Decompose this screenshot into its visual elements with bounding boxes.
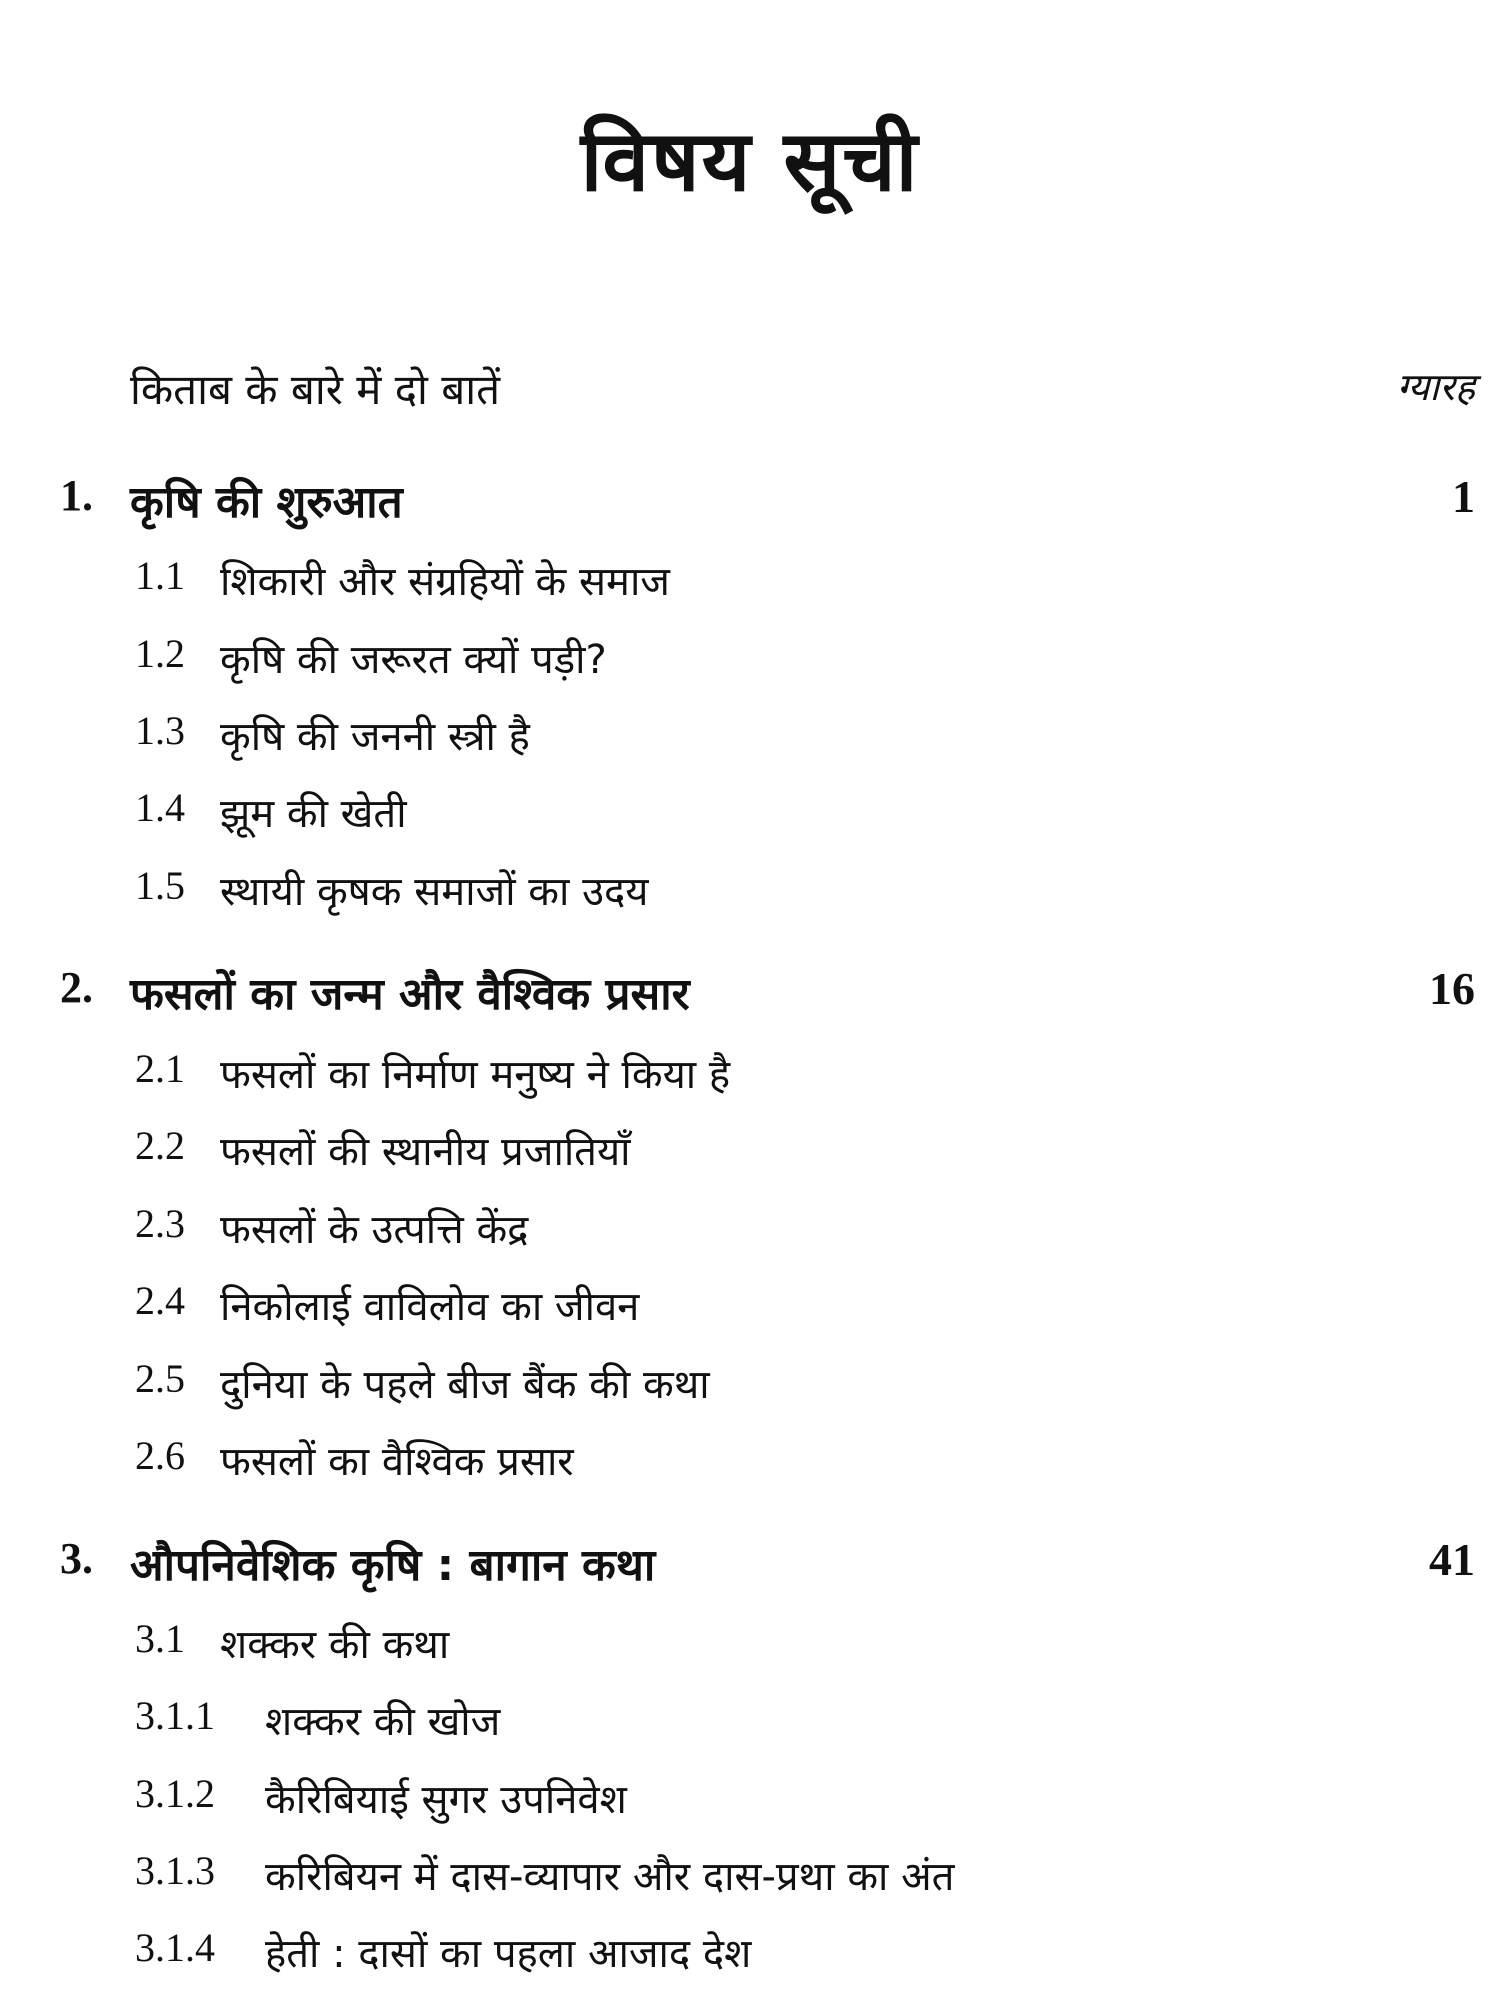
section-number: 3.1 (135, 1616, 185, 1661)
section-number: 2.1 (135, 1046, 185, 1091)
section-title: शक्कर की कथा (220, 1622, 450, 1668)
toc-section[interactable] (135, 707, 1335, 767)
chapter-title: औपनिवेशिक कृषि : बागान कथा (130, 1540, 656, 1591)
chapter-number: 3. (60, 1534, 93, 1583)
section-title: कृषि की जरूरत क्यों पड़ी? (220, 637, 607, 683)
toc-section[interactable] (135, 1277, 1335, 1337)
chapter-page-number: 16 (1429, 963, 1475, 1014)
section-number: 1.1 (135, 553, 185, 598)
section-number: 1.3 (135, 708, 185, 753)
section-title: कृषि की जननी स्त्री है (220, 714, 530, 760)
section-number: 2.4 (135, 1278, 185, 1323)
intro-label: किताब के बारे में दो बातें (130, 365, 501, 414)
toc-section[interactable] (135, 1355, 1335, 1415)
section-number: 3.1.4 (135, 1925, 215, 1970)
toc-section[interactable] (135, 1200, 1335, 1260)
toc-subsection[interactable] (135, 1924, 1335, 1984)
toc-subsection[interactable] (135, 1770, 1335, 1830)
chapter-title: कृषि की शुरुआत (130, 477, 403, 528)
toc-intro-entry[interactable] (130, 360, 1475, 420)
chapter-page-number: 1 (1452, 471, 1475, 522)
section-number: 1.4 (135, 785, 185, 830)
chapter-number: 2. (60, 963, 93, 1012)
chapter-page-number: 41 (1429, 1534, 1475, 1585)
toc-chapter-1[interactable] (60, 470, 1475, 530)
toc-section[interactable] (135, 630, 1335, 690)
section-title: फसलों का निर्माण मनुष्य ने किया है (220, 1052, 731, 1098)
toc-section[interactable] (135, 552, 1335, 612)
chapter-number: 1. (60, 471, 93, 520)
section-title: शक्कर की खोज (265, 1699, 501, 1745)
section-title: करिबियन में दास-व्यापार और दास-प्रथा का अंत (265, 1854, 955, 1900)
toc-subsection[interactable] (135, 1847, 1335, 1907)
toc-chapter-2[interactable] (60, 962, 1475, 1022)
section-number: 2.3 (135, 1201, 185, 1246)
page-title: विषय सूची (580, 112, 920, 210)
section-number: 2.2 (135, 1123, 185, 1168)
section-number: 3.1.1 (135, 1693, 215, 1738)
toc-section[interactable] (135, 1615, 1335, 1675)
section-number: 3.1.2 (135, 1771, 215, 1816)
section-title: स्थायी कृषक समाजों का उदय (220, 869, 649, 915)
toc-section[interactable] (135, 1432, 1335, 1492)
intro-page-number: ग्यारह (1396, 365, 1475, 409)
section-title: झूम की खेती (220, 791, 407, 837)
section-number: 1.2 (135, 631, 185, 676)
toc-chapter-3[interactable] (60, 1533, 1475, 1593)
section-number: 1.5 (135, 863, 185, 908)
section-title: हेती : दासों का पहला आजाद देश (265, 1931, 752, 1977)
section-title: शिकारी और संग्रहियों के समाज (220, 559, 670, 605)
section-number: 3.1.3 (135, 1848, 215, 1893)
section-title: फसलों की स्थानीय प्रजातियाँ (220, 1129, 631, 1175)
toc-section[interactable] (135, 1045, 1335, 1105)
section-title: कैरिबियाई सुगर उपनिवेश (265, 1777, 627, 1823)
section-title: फसलों के उत्पत्ति केंद्र (220, 1207, 529, 1253)
section-title: दुनिया के पहले बीज बैंक की कथा (220, 1362, 710, 1408)
toc-section[interactable] (135, 784, 1335, 844)
toc-section[interactable] (135, 862, 1335, 922)
section-number: 2.6 (135, 1433, 185, 1478)
toc-section[interactable] (135, 1122, 1335, 1182)
toc-subsection[interactable] (135, 1692, 1335, 1752)
section-number: 2.5 (135, 1356, 185, 1401)
section-title: निकोलाई वाविलोव का जीवन (220, 1284, 640, 1330)
section-title: फसलों का वैश्विक प्रसार (220, 1439, 574, 1485)
chapter-title: फसलों का जन्म और वैश्विक प्रसार (130, 969, 690, 1020)
